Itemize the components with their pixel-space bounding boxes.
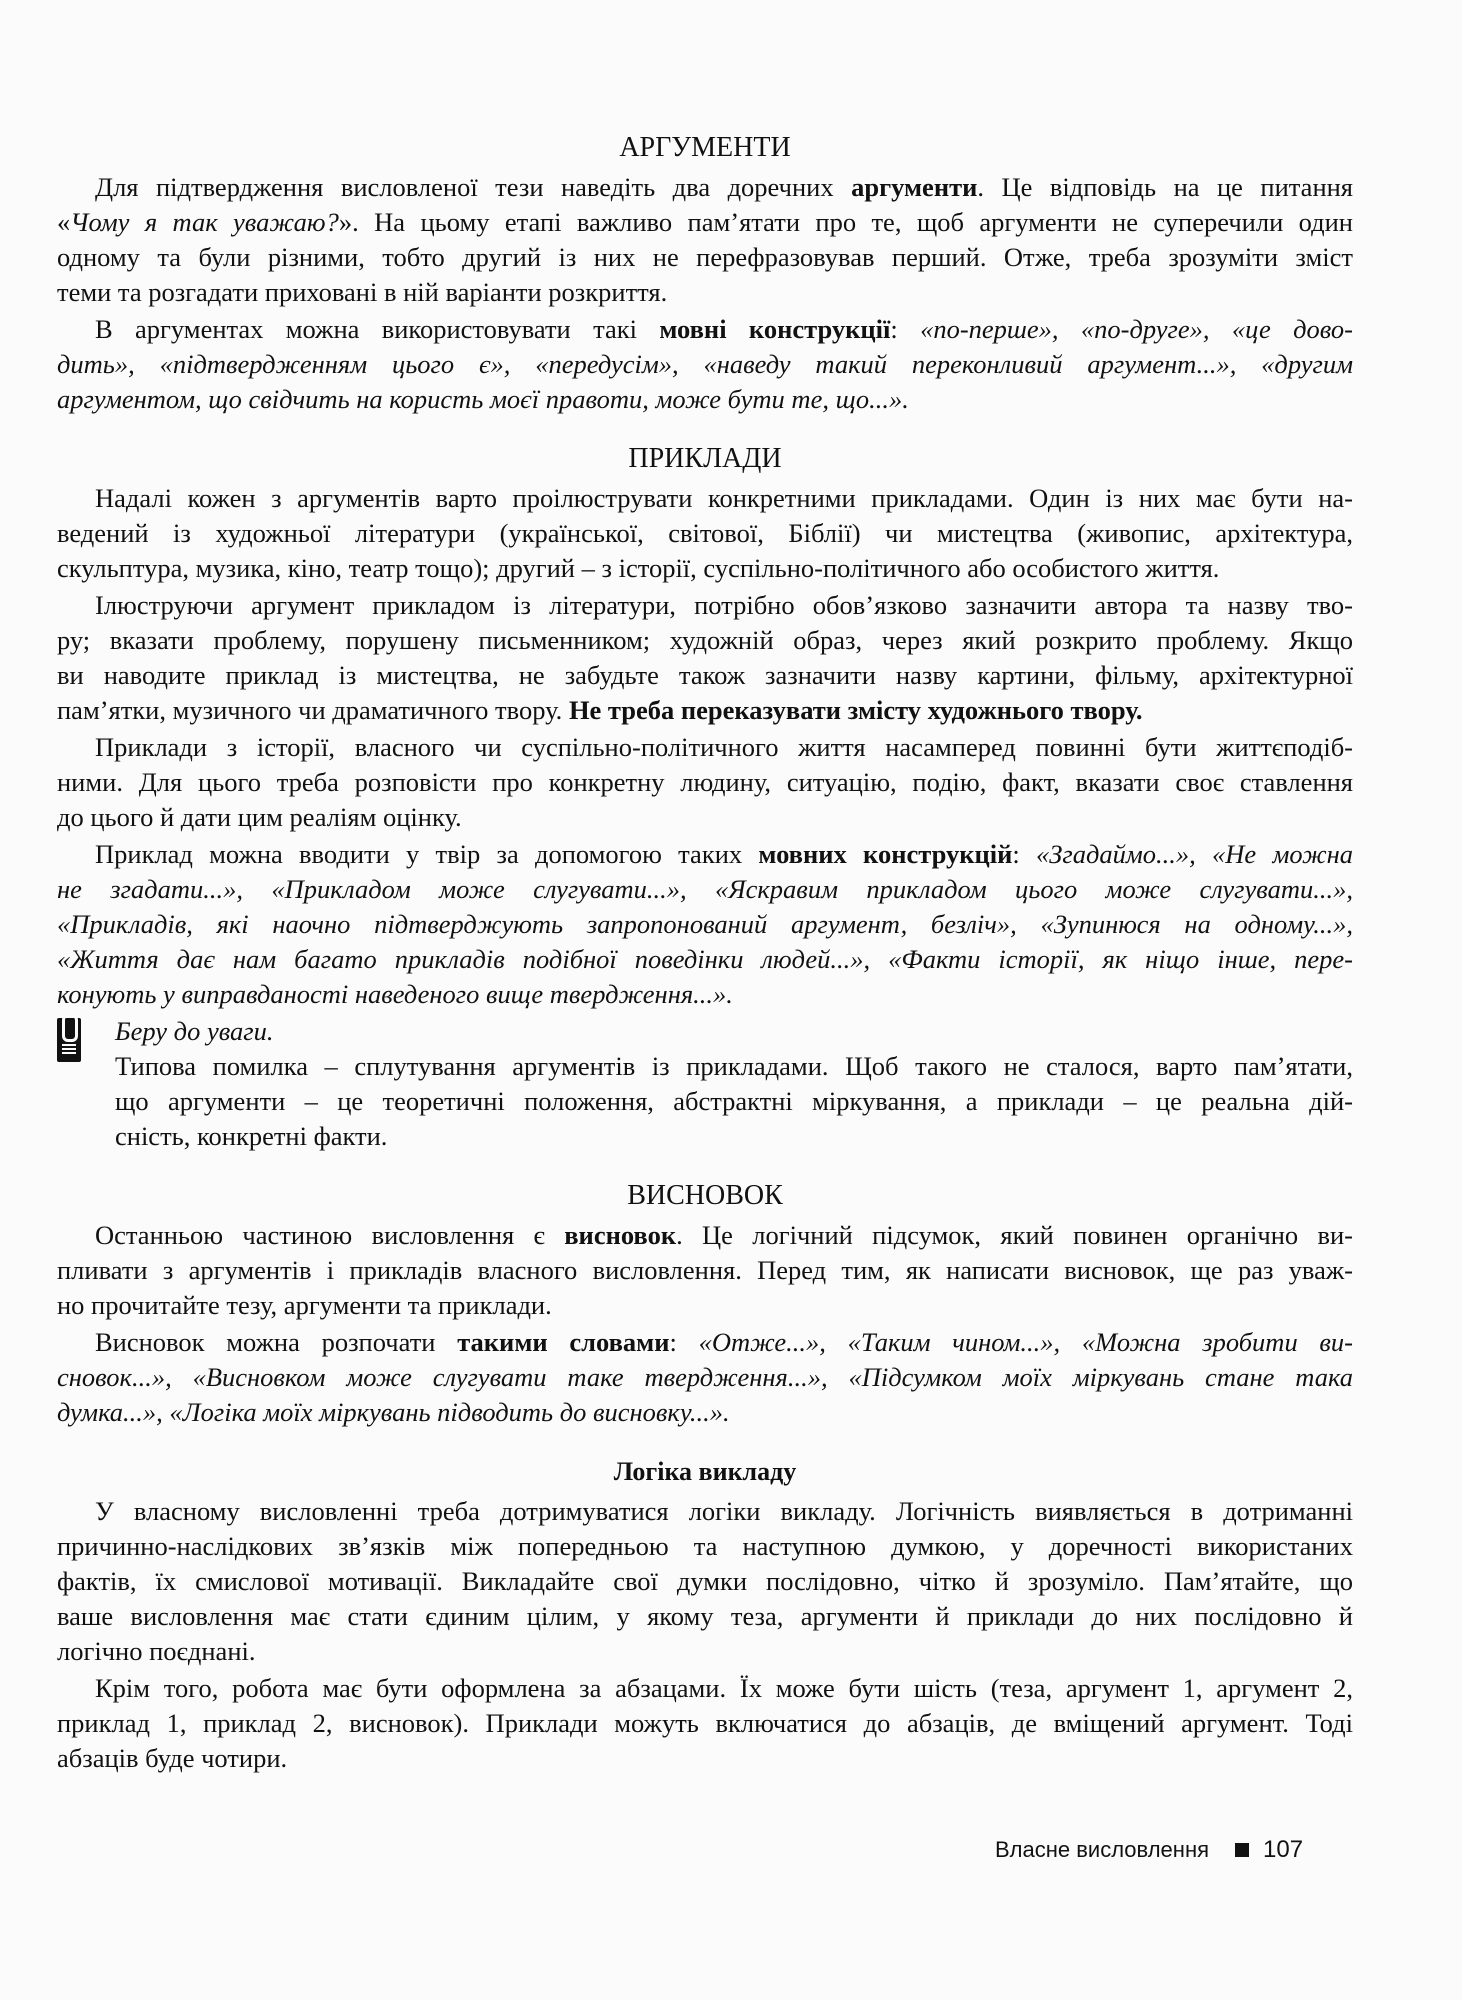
text-run: Приклад можна вводити у твір за допомогою таких — [95, 839, 759, 869]
text-run: пам’ятки, музичного чи драматичного твору. — [57, 695, 569, 725]
text-line — [57, 1741, 1353, 1776]
italic-run: думка...», «Логіка моїх міркувань підводить до висновку...». — [57, 1397, 730, 1427]
text-line — [57, 800, 1353, 835]
text-run: ними. Для цього треба розповісти про конкретну людину, ситуацію, подію, факт, вказати своє ставлення — [57, 767, 1353, 797]
italic-run: дить», «підтвердженням цього є», «передусім», «наведу такий переконливий аргумент...», «другим — [57, 349, 1353, 379]
bold-run: мовних конструкцій — [758, 839, 1013, 869]
text-line — [57, 1218, 1353, 1253]
text-line — [115, 1049, 1353, 1084]
text-run: ру; вказати проблему, порушену письменником; художній образ, через який розкрито проблему. Якщо — [57, 625, 1353, 655]
text-run: ведений із художньої літератури (української, світової, Біблії) чи мистецтва (живопис, архітектура, — [57, 518, 1353, 548]
paragraph — [57, 588, 1353, 728]
text-line — [57, 551, 1353, 586]
text-line — [57, 481, 1353, 516]
text-run: логічно поєднані. — [57, 1636, 256, 1666]
italic-run: не згадати...», «Прикладом може слугувати...», «Яскравим прикладом цього може слугувати...», — [57, 874, 1353, 904]
bold-run: мовні конструкції — [659, 314, 891, 344]
paragraph — [57, 1325, 1353, 1430]
italic-run: «Життя дає нам багато прикладів подібної поведінки людей...», «Факти історії, як ніщо інше, пере- — [57, 944, 1353, 974]
text-line — [57, 312, 1353, 347]
paragraph — [57, 1671, 1353, 1776]
note-title: Беру до уваги. — [115, 1016, 274, 1046]
text-line — [57, 275, 1353, 310]
text-line — [57, 1634, 1353, 1669]
text-line — [57, 1360, 1353, 1395]
text-run: . Це логічний підсумок, який повинен органічно ви- — [676, 1220, 1353, 1250]
text-run: Висновок можна розпочати — [95, 1327, 458, 1357]
text-line — [57, 1395, 1353, 1430]
text-run: Приклади з історії, власного чи суспільно-політичного життя насамперед повинні бути життєподіб- — [95, 732, 1353, 762]
text-line — [57, 1671, 1353, 1706]
italic-run: «Отже...», «Таким чином...», «Можна зробити ви- — [698, 1327, 1353, 1357]
section-heading: ПРИКЛАДИ — [628, 443, 782, 474]
text-run: що аргументи – це теоретичні положення, абстрактні міркування, а приклади – це реальна дій- — [115, 1086, 1353, 1116]
text-line — [57, 730, 1353, 765]
text-run: : — [669, 1327, 699, 1357]
text-run: одному та були різними, тобто другий із них не перефразовував перший. Отже, треба зрозуміти зміст — [57, 242, 1353, 272]
text-run: : — [1012, 839, 1037, 869]
text-line — [57, 1288, 1353, 1323]
paragraph — [57, 837, 1353, 1012]
text-run: У власному висловленні треба дотримуватися логіки викладу. Логічність виявляється в дотриманні — [95, 1496, 1353, 1526]
text-line — [57, 623, 1353, 658]
text-run: теми та розгадати приховані в ній варіанти розкриття. — [57, 277, 668, 307]
text-line — [57, 1253, 1353, 1288]
text-line — [57, 872, 1353, 907]
text-run: но прочитайте тезу, аргументи та приклади. — [57, 1290, 552, 1320]
bold-run: висновок — [564, 1220, 677, 1250]
text-line — [57, 347, 1353, 382]
page-number: 107 — [1263, 1836, 1304, 1863]
page-content — [57, 128, 1353, 1776]
text-line — [57, 516, 1353, 551]
text-run: абзаців буде чотири. — [57, 1743, 288, 1773]
text-line — [57, 658, 1353, 693]
text-run: Надалі кожен з аргументів варто проілюструвати конкретними прикладами. Один із них має бути на- — [95, 483, 1353, 513]
page-footer — [995, 1836, 1303, 1864]
text-line — [57, 1599, 1353, 1634]
footer-section-title: Власне висловлення — [995, 1837, 1210, 1862]
text-run: сність, конкретні факти. — [115, 1121, 388, 1151]
black-square-icon — [1235, 1843, 1249, 1857]
text-run: Останньою частиною висловлення є — [95, 1220, 565, 1250]
text-line — [57, 205, 1353, 240]
text-line — [57, 837, 1353, 872]
paragraph — [57, 1218, 1353, 1323]
note-box — [57, 1014, 1353, 1154]
text-run: ». На цьому етапі важливо пам’ятати про те, щоб аргументи не суперечили один — [338, 207, 1353, 237]
text-line — [57, 907, 1353, 942]
text-line — [57, 382, 1353, 417]
text-run: . Це відповідь на це питання — [977, 172, 1353, 202]
text-run: ваше висловлення має стати єдиним цілим, у якому теза, аргументи й приклади до них послідовно й — [57, 1601, 1353, 1631]
text-line — [57, 1564, 1353, 1599]
section-heading: ВИСНОВОК — [627, 1180, 783, 1211]
text-line — [57, 977, 1353, 1012]
italic-run: конують у виправданості наведеного вище твердження...». — [57, 979, 733, 1009]
text-run: Типова помилка – сплутування аргументів із прикладами. Щоб такого не сталося, варто пам’ятати, — [115, 1051, 1353, 1081]
text-run: фактів, їх смислової мотивації. Викладайте свої думки послідовно, чітко й зрозуміло. Пам’ятайте, що — [57, 1566, 1353, 1596]
text-run: причинно-наслідкових зв’язків між попередньою та наступною думкою, у доречності використаних — [57, 1531, 1353, 1561]
italic-run: сновок...», «Висновком може слугувати таке твердження...», «Підсумком моїх міркувань стане така — [57, 1362, 1353, 1392]
text-run: Крім того, робота має бути оформлена за абзацами. Їх може бути шість (теза, аргумент 1, аргумент 2, — [95, 1673, 1353, 1703]
text-run: до цього й дати цим реаліям оцінку. — [57, 802, 462, 832]
text-line — [115, 1084, 1353, 1119]
text-run: скульптура, музика, кіно, театр тощо); другий – з історії, суспільно-політичного або особистого життя. — [57, 553, 1220, 583]
text-run: В аргументах можна використовувати такі — [95, 314, 660, 344]
text-line — [57, 1325, 1353, 1360]
text-line — [57, 693, 1353, 728]
text-run: ви наводите приклад із мистецтва, не забудьте також зазначити назву картини, фільму, архітектурної — [57, 660, 1353, 690]
section-heading: АРГУМЕНТИ — [619, 132, 791, 163]
text-line — [57, 765, 1353, 800]
paragraph — [57, 170, 1353, 310]
text-run: Для підтвердження висловленої тези наведіть два доречних — [95, 172, 852, 202]
paragraph — [57, 312, 1353, 417]
text-line — [57, 1706, 1353, 1741]
bold-run: Не треба переказувати змісту художнього твору. — [568, 695, 1143, 725]
paragraph — [57, 481, 1353, 586]
italic-run: аргументом, що свідчить на користь моєї правоти, може бути те, що...». — [57, 384, 909, 414]
bold-run: аргументи — [851, 172, 978, 202]
italic-run: Чому я так уважаю? — [70, 207, 339, 237]
text-run: приклад 1, приклад 2, висновок). Приклади можуть включатися до абзаців, де вміщений аргумент. Тоді — [57, 1708, 1353, 1738]
italic-run: «Прикладів, які наочно підтверджують запропонований аргумент, безліч», «Зупинюся на одному...», — [57, 909, 1353, 939]
italic-run: «по-перше», «по-друге», «це дово- — [920, 314, 1353, 344]
bold-run: такими словами — [457, 1327, 670, 1357]
text-run: « — [57, 207, 71, 237]
text-run: пливати з аргументів і прикладів власного висловлення. Перед тим, як написати висновок, ще раз уваж- — [57, 1255, 1353, 1285]
text-run: Ілюструючи аргумент прикладом із літератури, потрібно обов’язково зазначити автора та назву тво- — [95, 590, 1353, 620]
text-line — [57, 588, 1353, 623]
paragraph — [57, 730, 1353, 835]
text-line — [57, 1494, 1353, 1529]
italic-run: «Згадаймо...», «Не можна — [1036, 839, 1353, 869]
text-line — [57, 1529, 1353, 1564]
text-line — [57, 942, 1353, 977]
text-run: : — [890, 314, 921, 344]
text-line — [115, 1119, 1353, 1154]
paragraph — [57, 1494, 1353, 1669]
text-line — [57, 170, 1353, 205]
section-heading: Логіка викладу — [613, 1457, 797, 1486]
text-line — [57, 240, 1353, 275]
note-clip-icon — [57, 1018, 81, 1062]
